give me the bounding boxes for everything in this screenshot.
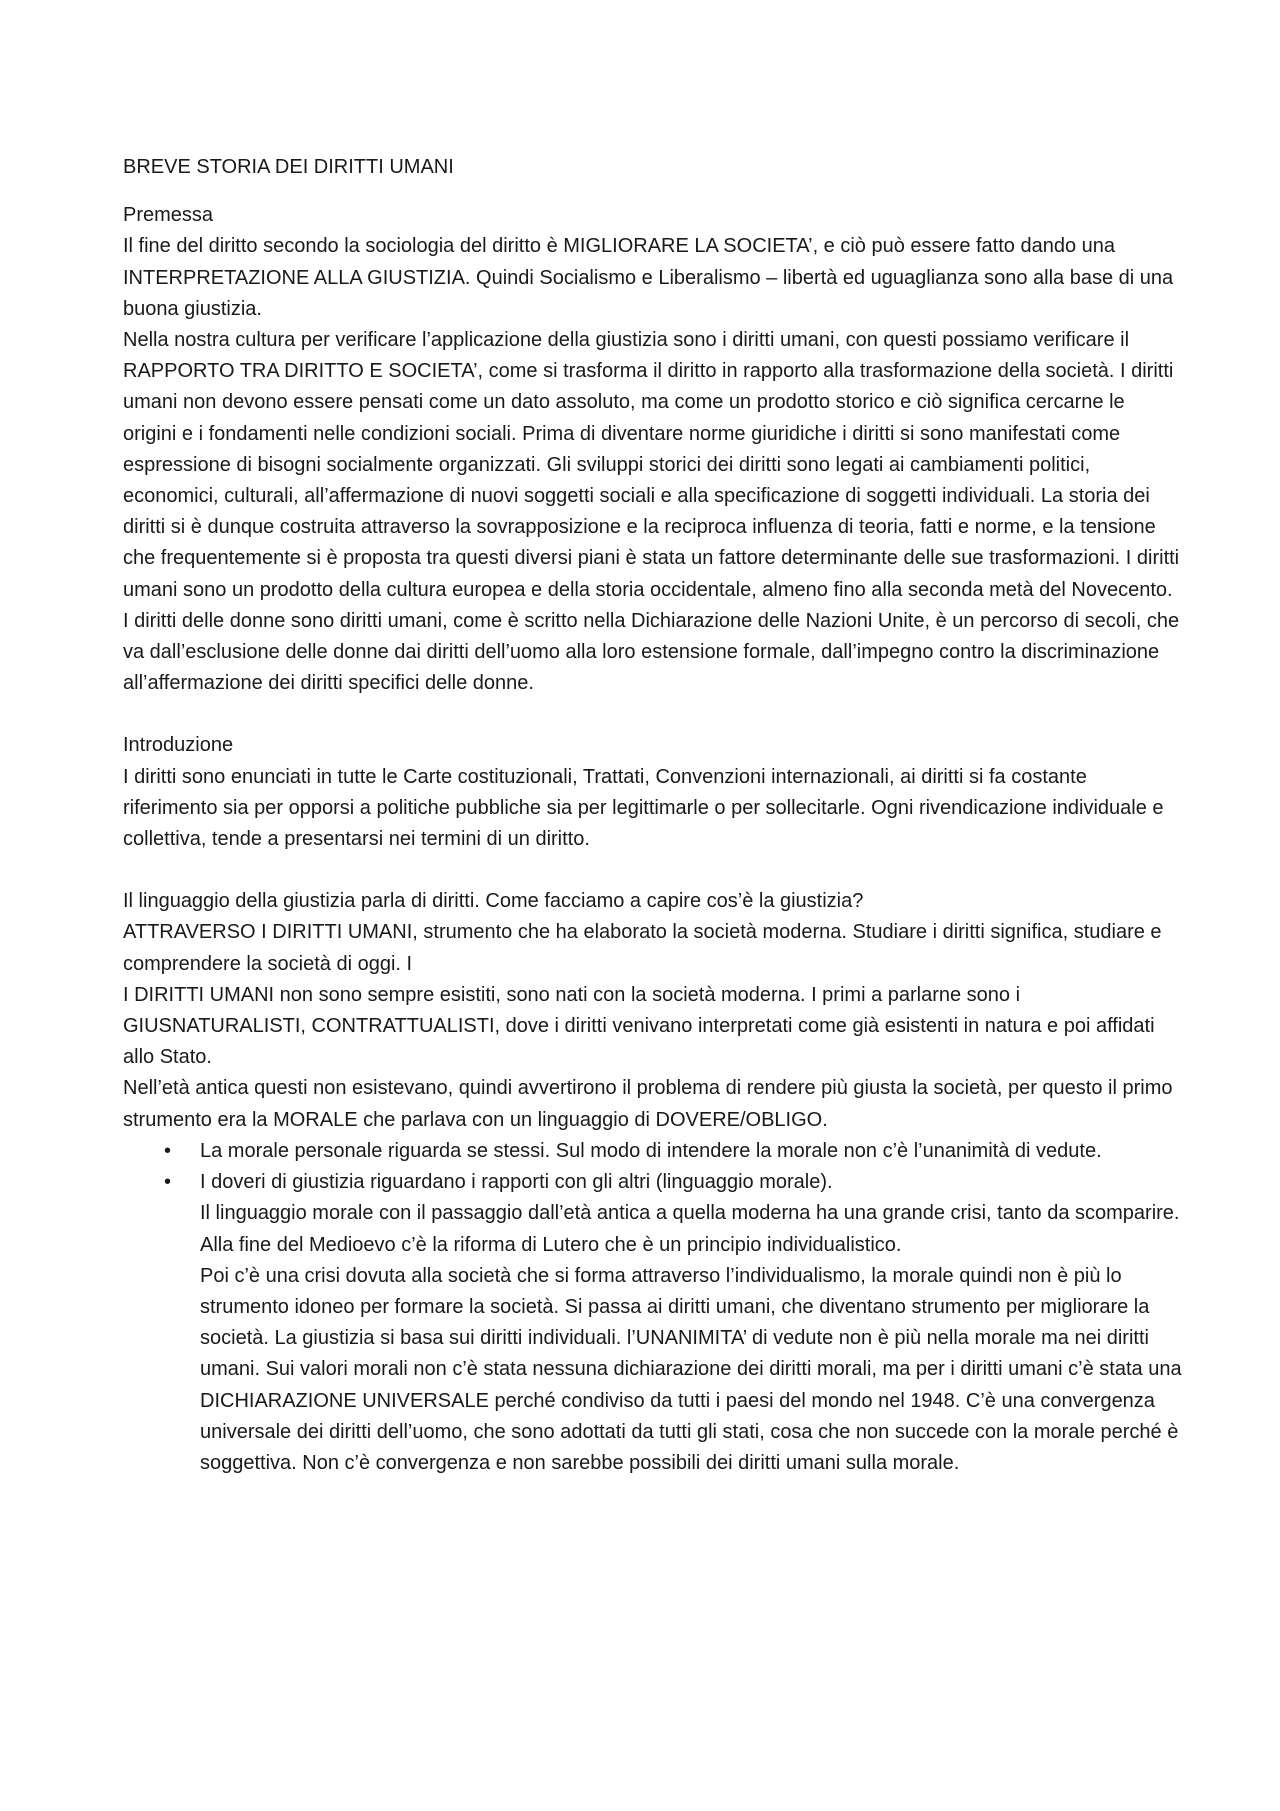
- bullet-continuation-text: Il linguaggio morale con il passaggio dall’età antica a quella moderna ha una grande crisi, tanto da scomparire.: [200, 1202, 1180, 1225]
- bullet-continuation-text: Poi c’è una crisi dovuta alla società che si forma attraverso l’individualismo, la morale quindi non è più lo strumento idoneo per formare la società. Si passa ai diritti umani, che diventano strumento per migliorare la società. La giustizia si basa sui diritti individuali. l’UNANIMITA’ di vedute non è più nella morale ma nei diritti umani. Sui valori morali non c’è stata nessuna dichiarazione dei diritti morali, ma per i diritti umani c’è stata una DICHIARAZIONE UNIVERSALE perché condiviso da tutti i paesi del mondo nel 1948. C’è una convergenza universale dei diritti dell’uomo, che sono adottati da tutti gli stati, cosa che non succede con la morale perché è soggettiva. Non c’è convergenza e non sarebbe possibili dei diritti umani sulla morale.: [200, 1264, 1182, 1474]
- bullet-icon: •: [164, 1139, 172, 1162]
- introduzione-paragraph: I diritti sono enunciati in tutte le Carte costituzionali, Trattati, Convenzioni internazionali, ai diritti si fa costante riferimento sia per opporsi a politiche pubbliche sia per legittimarle o per sollecitarle. Ogni rivendicazione individuale e collettiva, tende a presentarsi nei termini di un diritto.: [123, 765, 1164, 851]
- bullet-icon: •: [164, 1171, 172, 1194]
- giustizia-paragraph: Il linguaggio della giustizia parla di diritti. Come facciamo a capire cos’è la giustizia?: [123, 890, 864, 913]
- bullet-list-item: [123, 1136, 1183, 1167]
- giustizia-paragraph: ATTRAVERSO I DIRITTI UMANI, strumento che ha elaborato la società moderna. Studiare i diritti significa, studiare e comprendere la società di oggi. I: [123, 921, 1162, 975]
- premessa-paragraph: Nella nostra cultura per verificare l’applicazione della giustizia sono i diritti umani, con questi possiamo verificare il RAPPORTO TRA DIRITTO E SOCIETA’, come si trasforma il diritto in rapporto alla trasformazione della società. I diritti umani non devono essere pensati come un dato assoluto, ma come un prodotto storico e ciò significa cercarne le origini e i fondamenti nelle condizioni sociali. Prima di diventare norme giuridiche i diritti si sono manifestati come espressione di bisogni socialmente organizzati. Gli sviluppi storici dei diritti sono legati ai cambiamenti politici, economici, culturali, all’affermazione di nuovi soggetti sociali e alla specificazione di soggetti individuali. La storia dei diritti si è dunque costruita attraverso la sovrapposizione e la reciproca influenza di teoria, fatti e norme, e la tensione che frequentemente si è proposta tra questi diversi piani è stata un fattore determinante delle sue trasformazioni. I diritti umani sono un prodotto della cultura europea e della storia occidentale, almeno fino alla seconda metà del Novecento. I diritti delle donne sono diritti umani, come è scritto nella Dichiarazione delle Nazioni Unite, è un percorso di secoli, che va dall’esclusione delle donne dai diritti dell’uomo alla loro estensione formale, dall’impegno contro la discriminazione all’affermazione dei diritti specifici delle donne.: [123, 329, 1180, 695]
- spacer: [123, 699, 1183, 730]
- bullet-list-item: [123, 1167, 1183, 1479]
- spacer: [123, 855, 1183, 886]
- section-heading-introduzione: Introduzione: [123, 734, 234, 757]
- bullet-text: La morale personale riguarda se stessi. Sul modo di intendere la morale non c’è l’unanimità di vedute.: [200, 1139, 1102, 1162]
- giustizia-paragraph: Nell’età antica questi non esistevano, quindi avvertirono il problema di rendere più giusta la società, per questo il primo strumento era la MORALE che parlava con un linguaggio di DOVERE/OBLIGO.: [123, 1077, 1173, 1131]
- premessa-paragraph: Il fine del diritto secondo la sociologia del diritto è MIGLIORARE LA SOCIETA’, e ciò può essere fatto dando una INTERPRETAZIONE ALLA GIUSTIZIA. Quindi Socialismo e Liberalismo – libertà ed uguaglianza sono alla base di una buona giustizia.: [123, 235, 1174, 320]
- bullet-text: I doveri di giustizia riguardano i rapporti con gli altri (linguaggio morale).: [200, 1171, 833, 1194]
- document-page: [123, 152, 1183, 1479]
- bullet-list: [123, 1136, 1183, 1479]
- document-title: BREVE STORIA DEI DIRITTI UMANI: [123, 156, 454, 178]
- section-heading-premessa: Premessa: [123, 204, 214, 227]
- giustizia-paragraph: I DIRITTI UMANI non sono sempre esistiti, sono nati con la società moderna. I primi a parlarne sono i GIUSNATURALISTI, CONTRATTUALISTI, dove i diritti venivano interpretati come già esistenti in natura e poi affidati allo Stato.: [123, 983, 1155, 1069]
- bullet-continuation-text: Alla fine del Medioevo c’è la riforma di Lutero che è un principio individualistico.: [200, 1233, 902, 1256]
